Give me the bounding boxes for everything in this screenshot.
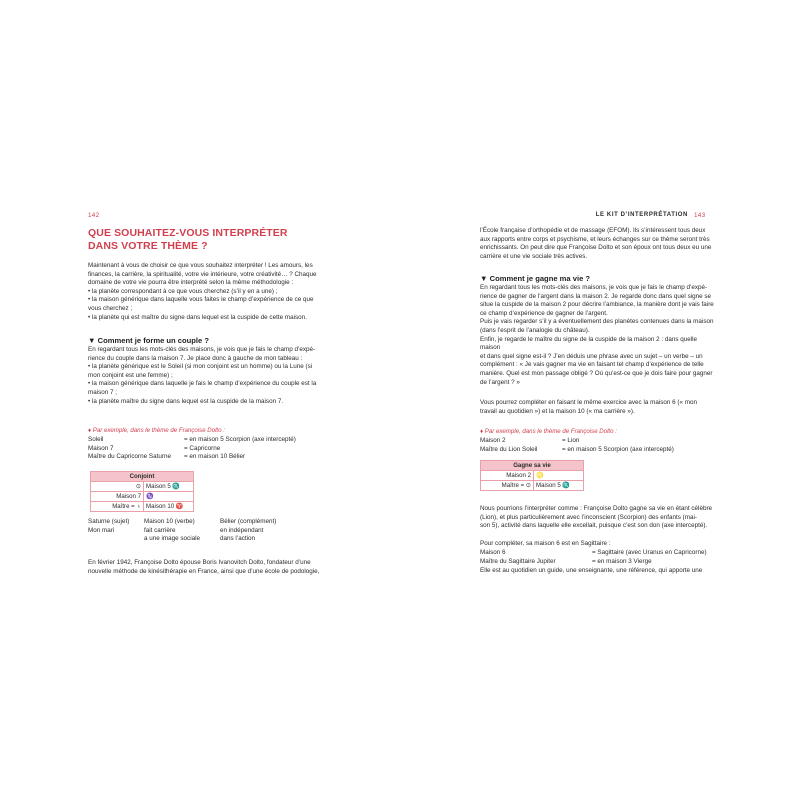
meaning-complement: en indépendant xyxy=(220,526,264,534)
text-line: En février 1942, Françoise Dolto épouse Boris Ivanovitch Dolto, fondateur d’une xyxy=(88,559,311,566)
diagram-cell: Maître = ⊙ xyxy=(481,481,534,491)
text-line: • la planète qui est maître du signe dans lequel est la cuspide de cette maison. xyxy=(88,313,307,321)
diagram-cell: Maison 10 ♈ xyxy=(144,502,194,512)
example-label: ♦ Par exemple, dans le thème de Françoise Dolto : xyxy=(88,427,225,434)
example-label: ♦ Par exemple, dans le thème de Françoise Dolto : xyxy=(480,428,617,435)
section-heading: ▼ Comment je gagne ma vie ? xyxy=(480,274,591,283)
diagram-cell: ♌ xyxy=(534,471,584,481)
page-title xyxy=(88,227,328,253)
meaning-verb: fait carrière xyxy=(144,526,176,534)
text-line: Puis je vais regarder s’il y a éventuellement des planètes contenues dans la maison xyxy=(480,318,714,326)
text-line: situe la cuspide de la maison 2 pour décrire l’ambiance, la manière dont je vais faire xyxy=(480,301,714,309)
diagram-cell: Maison 5 ♏ xyxy=(144,482,194,492)
text-line: travail au quotidien ») et la maison 10 (« ma carrière »). xyxy=(480,407,635,415)
complete-row-left: Maison 6 xyxy=(480,549,506,556)
text-line: rience de gagner de l’argent dans la maison 2. Je regarde donc dans quel signe se xyxy=(480,292,712,300)
example-row-left: Maître du Capricorne Saturne xyxy=(88,453,171,461)
text-line: En regardant tous les mots-clés des maisons, je vois que je fais le champ d’expé- xyxy=(480,284,708,291)
conjoint-diagram xyxy=(90,471,194,512)
complete-row-left: Maître du Sagittaire Jupiter xyxy=(480,557,556,565)
text-line: En regardant tous les mots-clés des maisons, je vois que je fais le champ d’expé- xyxy=(88,346,316,353)
example-rows xyxy=(88,436,328,466)
diagram-cell: ♑ xyxy=(144,492,194,502)
complete-row-right: = en maison 3 Vierge xyxy=(592,557,652,565)
meaning-verb: Maison 10 (verbe) xyxy=(144,518,195,525)
complete-label: Pour compléter, sa maison 6 est en Sagittaire : xyxy=(480,540,611,547)
last-line: Elle est au quotidien un guide, une enseignante, une référence, qui apporte une xyxy=(480,567,703,574)
text-line: de l’argent ? » xyxy=(480,378,520,386)
text-line: maison 7 ; xyxy=(88,388,118,396)
text-line: • la planète générique est le Soleil (si mon conjoint est un homme) ou la Lune (si xyxy=(88,363,313,371)
text-line: Vous pourrez compléter en faisant le même exercice avec la maison 6 (« mon xyxy=(480,399,697,406)
meaning-subject: Mon mari xyxy=(88,526,115,534)
complete-rows xyxy=(480,549,716,569)
section-heading: ▼ Comment je forme un couple ? xyxy=(88,336,210,345)
section-income xyxy=(480,274,716,387)
title-line: DANS VOTRE THÈME ? xyxy=(88,240,208,252)
income-diagram xyxy=(480,460,584,491)
text-line: domaine de votre vie pourra être interprété selon la même méthodologie : xyxy=(88,279,294,287)
text-line: finances, la carrière, la spiritualité, votre vie intérieure, votre créativité… ? Chaque xyxy=(88,270,317,278)
text-line: mon conjoint est une femme) ; xyxy=(88,371,173,379)
meaning-complement: Bélier (complément) xyxy=(220,518,277,525)
text-line: rience du couple dans la maison 7. Je place donc à gauche de mon tableau : xyxy=(88,354,303,362)
text-line: (dans l’esprit de l’analogie du château). xyxy=(480,326,590,334)
example-row-right: = en maison 5 Scorpion (axe intercepté) xyxy=(562,445,674,453)
complete-row-right: = Sagittaire (avec Uranus en Capricorne) xyxy=(592,549,707,556)
diagram-header: Conjoint xyxy=(91,472,194,482)
example-row-right: = en maison 10 Bélier xyxy=(184,453,246,461)
text-line: son 5), activité dans laquelle elle excellait, puisque c’est son don (axe intercepté). xyxy=(480,522,708,530)
example-row-left: Maison 2 xyxy=(480,437,506,444)
text-line: carrière et une vie sociale très actives. xyxy=(480,252,588,260)
text-line: (Lion), et plus particulièrement avec l’inconscient (Scorpion) des enfants (mai- xyxy=(480,513,697,521)
example-row-right: = en maison 5 Scorpion (axe intercepté) xyxy=(184,436,296,443)
text-line: ce champ d’expérience de gagner de l’argent. xyxy=(480,309,608,317)
section-couple xyxy=(88,336,328,406)
text-line: Nous pourrions l’interpréter comme : Françoise Dolto gagne sa vie en étant célèbre xyxy=(480,505,713,512)
text-line: manière. Quel est mon passage obligé ? Où qu’est-ce que je dois faire pour gagner xyxy=(480,369,713,377)
example-row-right: = Lion xyxy=(562,437,580,444)
text-line: l’École française d’orthopédie et de massage (EFOM). Ils s’intéressent tous deux xyxy=(480,227,706,234)
running-head: LE KIT D’INTERPRÉTATION xyxy=(595,212,688,218)
text-line: et dans quel signe est-il ? J’en déduis une phrase avec un sujet – un verbe – un xyxy=(480,352,703,360)
example-row-left: Maison 7 xyxy=(88,444,114,452)
text-line: enrichissants. On peut dire que Françoise Dolto et son époux ont tous deux eu une xyxy=(480,244,712,252)
exercise-paragraph xyxy=(480,399,716,416)
right-intro-paragraph xyxy=(480,227,716,261)
text-line: • la planète maître du signe dans lequel est la cuspide de la maison 7. xyxy=(88,397,284,405)
text-line: • la maison générique dans laquelle vous faites le champ d’expérience de ce que xyxy=(88,296,314,304)
diagram-cell: Maison 2 xyxy=(481,471,534,481)
text-line: Maintenant à vous de choisir ce que vous souhaitez interpréter ! Les amours, les xyxy=(88,262,313,269)
example-row-left: Soleil xyxy=(88,436,104,443)
meaning-verb: a une image sociale xyxy=(144,535,201,543)
example-row-right: = Capricorne xyxy=(184,444,221,452)
diagram-cell: Maison 5 ♏ xyxy=(534,481,584,491)
text-line: aux rapports entre corps et psychisme, et leurs échanges sur ce thème seront très xyxy=(480,235,710,243)
meaning-columns xyxy=(88,518,328,546)
text-line: • la maison générique dans laquelle je fais le champ d’expérience du couple est la xyxy=(88,380,317,388)
left-page-number: 142 xyxy=(88,212,100,219)
closing-paragraph xyxy=(88,559,328,576)
text-line: nouvelle méthode de kinésithérapie en France, ainsi que d’une école de podologie, xyxy=(88,567,320,575)
text-line: • la planète correspondant à ce que vous cherchez (s’il y en a une) ; xyxy=(88,287,278,295)
interpretation-paragraph xyxy=(480,505,716,531)
text-line: complément : « Je vais gagner ma vie en faisant tel champ d’expérience de telle xyxy=(480,361,704,369)
text-line: Enfin, je regarde le maître du signe de la cuspide de la maison 2 : dans quelle maison xyxy=(480,335,698,352)
diagram-cell: Maître = ♄ xyxy=(91,502,144,512)
right-page-number: 143 xyxy=(694,212,706,219)
meaning-subject: Saturne (sujet) xyxy=(88,518,130,525)
intro-paragraph xyxy=(88,262,328,322)
example-row-left: Maître du Lion Soleil xyxy=(480,445,538,453)
example-rows xyxy=(480,437,716,457)
diagram-cell: Maison 7 xyxy=(91,492,144,502)
title-line: QUE SOUHAITEZ-VOUS INTERPRÉTER xyxy=(88,227,288,239)
text-line: vous cherchez ; xyxy=(88,304,133,312)
diagram-header: Gagne sa vie xyxy=(481,461,584,471)
diagram-cell: ⊙ xyxy=(91,482,144,492)
meaning-complement: dans l’action xyxy=(220,535,256,543)
